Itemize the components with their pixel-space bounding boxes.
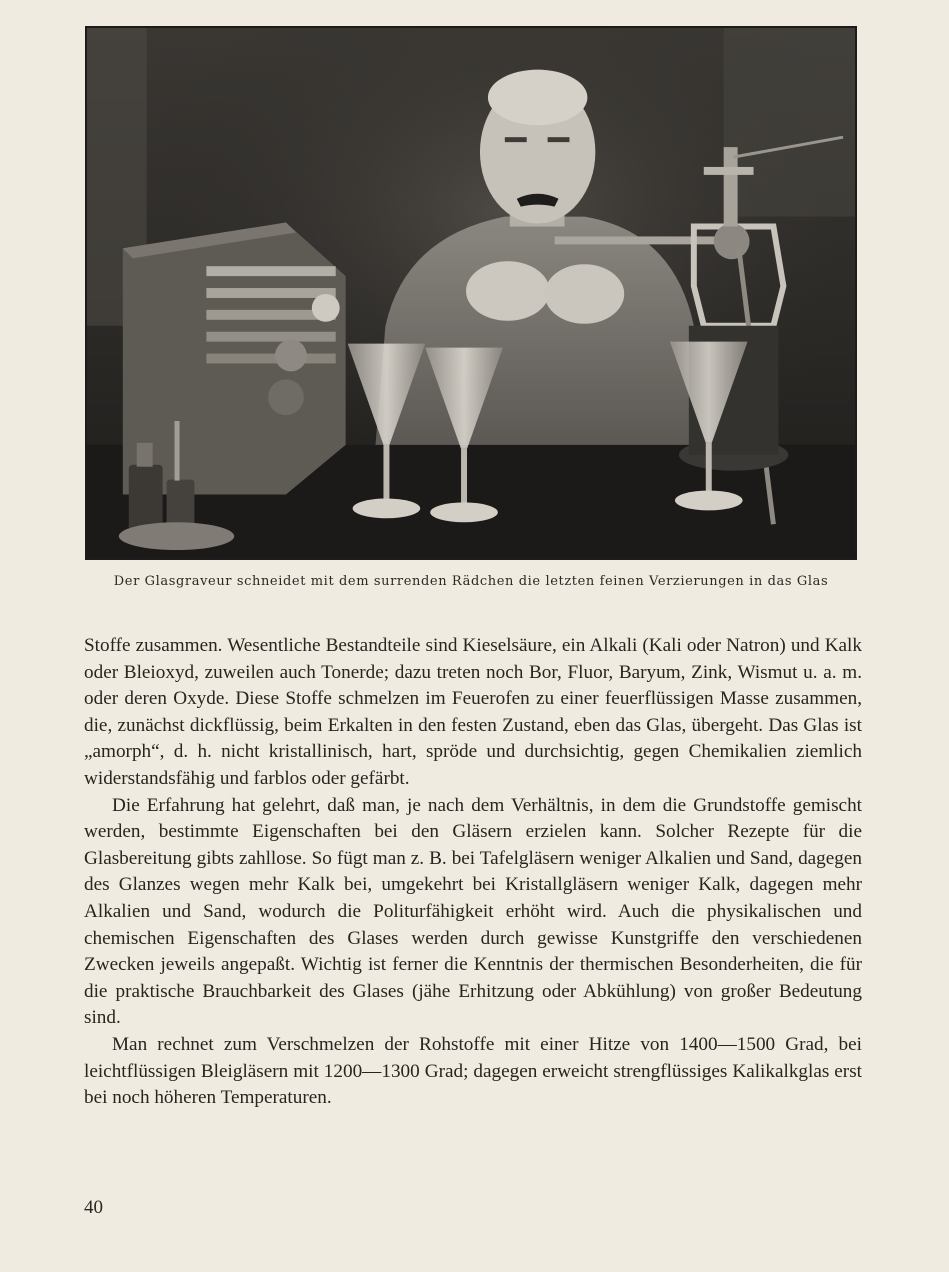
body-text <box>84 633 862 1112</box>
tool-cabinet <box>123 223 346 495</box>
paragraph: Man rechnet zum Verschmelzen der Rohstoffe mit einer Hitze von 1400—1500 Grad, bei leichtflüssigen Bleigläsern mit 1200—1300 Grad; dagegen erweicht strengflüssiges Kalikalkglas erst bei noch höheren Temperaturen. <box>84 1033 862 1109</box>
figure-caption: Der Glasgraveur schneidet mit dem surrenden Rädchen die letzten feinen Verzierungen in das Glas <box>113 574 829 589</box>
paragraph: Stoffe zusammen. Wesentliche Bestandteile sind Kieselsäure, ein Alkali (Kali oder Natron) und Kalk oder Bleioxyd, zuweilen auch Tonerde; dazu treten noch Bor, Fluor, Baryum, Zink, Wismut u. a. m. oder deren Oxyde. Diese Stoffe schmelzen im Feuerofen zu einer feuerflüssigen Masse zusammen, die, zunächst dickflüssig, beim Erkalten in den festen Zustand, eben das Glas, übergeht. Das Glas ist „amorph“, d. h. nicht kristallinisch, hart, spröde und durchsichtig, gegen Chemikalien ziemlich widerstandsfähig und farblos oder gefärbt. <box>84 635 862 789</box>
page-number: 40 <box>84 1197 103 1218</box>
photograph-glass-engraver <box>85 26 857 560</box>
photo-illustration <box>87 28 855 558</box>
paragraph: Die Erfahrung hat gelehrt, daß man, je nach dem Verhältnis, in dem die Grundstoffe gemischt werden, bestimmte Eigenschaften bei den Gläsern erzielen kann. Solcher Rezepte für die Glasbereitung gibts zahllose. So fügt man z. B. bei Tafelgläsern weniger Alkalien und Sand, dagegen des Glanzes wegen mehr Kalk bei, umgekehrt bei Kristallgläsern weniger Kalk, dagegen mehr Alkalien und Sand, wodurch die Politurfähigkeit erhöht wird. Auch die physikalischen und chemischen Eigenschaften des Glases werden durch gewisse Kunstgriffe den verschiedenen Zwecken jeweils angepaßt. Wichtig ist ferner die Kenntnis der thermischen Besonderheiten, die für die praktische Brauchbarkeit des Glases (jähe Erhitzung oder Abkühlung) von großer Bedeutung sind. <box>84 794 862 1029</box>
